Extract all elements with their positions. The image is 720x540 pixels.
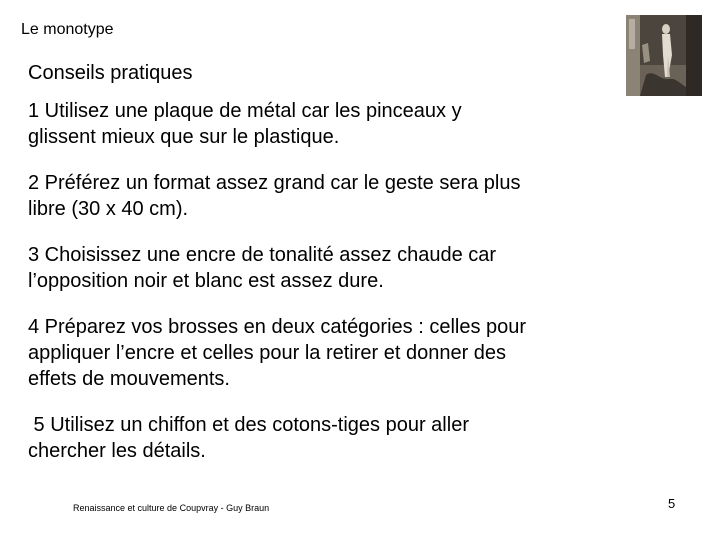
- footer-credit: Renaissance et culture de Coupvray - Guy Braun: [73, 503, 270, 513]
- tip-1-line-2: glissent mieux que sur le plastique.: [28, 126, 340, 148]
- tip-3: [28, 242, 628, 294]
- tip-3-line-1: 3 Choisissez une encre de tonalité assez chaude car: [28, 244, 497, 266]
- slide-subtitle: Conseils pratiques: [28, 62, 193, 84]
- tip-2-line-1: 2 Préférez un format assez grand car le geste sera plus: [28, 172, 521, 194]
- slide-body: [28, 58, 628, 464]
- tip-4-line-1: 4 Préparez vos brosses en deux catégories : celles pour: [28, 316, 527, 338]
- tip-4-line-2: appliquer l’encre et celles pour la retirer et donner des: [28, 342, 507, 364]
- monotype-artwork-thumbnail: [626, 15, 702, 96]
- tip-5-line-2: chercher les détails.: [28, 440, 206, 462]
- tip-3-line-2: l’opposition noir et blanc est assez dure.: [28, 270, 384, 292]
- tip-1-line-1: 1 Utilisez une plaque de métal car les pinceaux y: [28, 100, 462, 122]
- tip-1: [28, 98, 628, 150]
- tip-4-line-3: effets de mouvements.: [28, 368, 230, 390]
- tip-2: [28, 170, 628, 222]
- tip-4: [28, 314, 628, 392]
- tip-5-line-1: 5 Utilisez un chiffon et des cotons-tiges pour aller: [28, 414, 469, 436]
- slide-header: Le monotype: [21, 21, 114, 38]
- tip-2-line-2: libre (30 x 40 cm).: [28, 198, 189, 220]
- monotype-artwork-image: [626, 15, 702, 96]
- tip-5: [28, 412, 628, 464]
- page-number: 5: [668, 496, 676, 511]
